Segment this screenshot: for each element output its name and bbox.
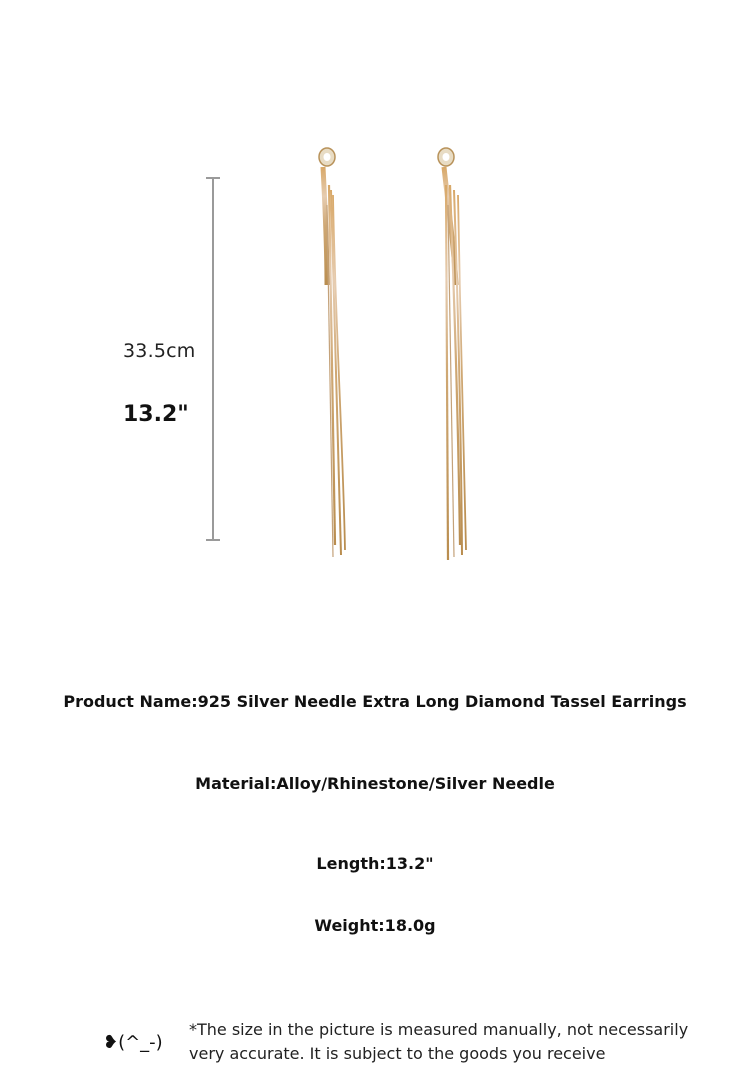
product-material: Material:Alloy/Rhinestone/Silver Needle xyxy=(195,774,555,793)
ruler-bottom-cap xyxy=(206,539,220,541)
length-cm-label: 33.5cm xyxy=(123,340,196,362)
footer-emoticon: ❥(^_-) xyxy=(103,1032,163,1053)
product-name: Product Name:925 Silver Needle Extra Long Diamond Tassel Earrings xyxy=(63,692,687,711)
product-length: Length:13.2" xyxy=(316,854,434,873)
footer-disclaimer: *The size in the picture is measured manually, not necessarily very accurate. It is subject to the goods you receive xyxy=(189,1020,689,1063)
length-inch-label: 13.2" xyxy=(123,402,189,427)
earring-right-image xyxy=(434,145,474,575)
ruler-line xyxy=(212,178,214,540)
earring-left-image xyxy=(311,145,351,575)
product-weight: Weight:18.0g xyxy=(314,916,436,935)
